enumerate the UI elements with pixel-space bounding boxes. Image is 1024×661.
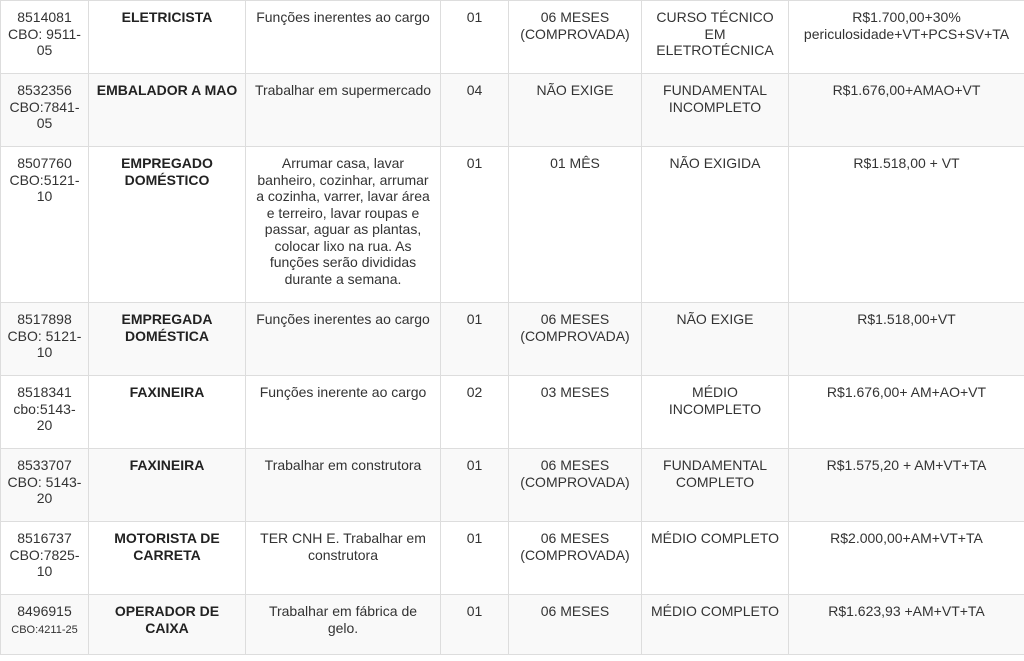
cbo-code: cbo:5143-20 [13,400,76,433]
job-activities: Trabalhar em supermercado [246,74,441,147]
job-experience: NÃO EXIGE [509,74,642,147]
job-salary: R$1.676,00+ AM+AO+VT [789,376,1024,449]
job-vacancies: 02 [441,376,509,449]
job-education: NÃO EXIGE [642,303,789,376]
job-code-cell [1,595,89,655]
job-code-cell [1,303,89,376]
table-row [1,522,1024,595]
cbo-code: CBO: 5143-20 [7,473,82,506]
job-education: MÉDIO INCOMPLETO [642,376,789,449]
job-education: NÃO EXIGIDA [642,147,789,303]
job-salary: R$1.700,00+30% periculosidade+VT+PCS+SV+TA [789,1,1024,74]
job-code-cell [1,1,89,74]
job-code-cell [1,522,89,595]
job-salary: R$1.518,00 + VT [789,147,1024,303]
job-education: MÉDIO COMPLETO [642,595,789,655]
job-title: FAXINEIRA [89,376,246,449]
job-salary: R$1.676,00+AMAO+VT [789,74,1024,147]
job-title: EMPREGADO DOMÉSTICO [89,147,246,303]
job-code: 8507760 [17,155,72,171]
job-title: EMBALADOR A MAO [89,74,246,147]
job-experience: 01 MÊS [509,147,642,303]
job-experience: 06 MESES [509,595,642,655]
job-title: ELETRICISTA [89,1,246,74]
job-code: 8533707 [17,457,72,473]
job-code-cell [1,147,89,303]
job-activities: Trabalhar em construtora [246,449,441,522]
job-vacancies: 01 [441,595,509,655]
cbo-code: CBO: 5121-10 [7,327,82,360]
job-salary: R$1.575,20 + AM+VT+TA [789,449,1024,522]
job-experience: 03 MESES [509,376,642,449]
job-education: MÉDIO COMPLETO [642,522,789,595]
table-row [1,74,1024,147]
job-education: CURSO TÉCNICO EM ELETROTÉCNICA [642,1,789,74]
job-code: 8517898 [17,311,72,327]
job-title: OPERADOR DE CAIXA [89,595,246,655]
job-activities: TER CNH E. Trabalhar em construtora [246,522,441,595]
job-code: 8518341 [17,384,72,400]
job-activities: Arrumar casa, lavar banheiro, cozinhar, arrumar a cozinha, varrer, lavar área e terreiro, lavar roupas e passar, aguar as plantas, colocar lixo na rua. As funções serão divididas durante a semana. [246,147,441,303]
job-code: 8532356 [17,82,72,98]
job-vacancies: 01 [441,449,509,522]
job-activities: Funções inerentes ao cargo [246,303,441,376]
table-row [1,595,1024,655]
cbo-code: CBO:5121-10 [9,171,80,204]
cbo-code: CBO: 9511-05 [8,25,81,58]
job-code: 8496915 [17,603,72,619]
cbo-code: CBO:4211-25 [11,623,78,636]
cbo-code: CBO:7841-05 [9,98,80,131]
job-activities: Trabalhar em fábrica de gelo. [246,595,441,655]
table-row [1,147,1024,303]
job-experience: 06 MESES (COMPROVADA) [509,449,642,522]
table-row [1,303,1024,376]
job-code-cell [1,376,89,449]
job-experience: 06 MESES (COMPROVADA) [509,522,642,595]
cbo-code: CBO:7825-10 [9,546,80,579]
job-activities: Funções inerente ao cargo [246,376,441,449]
job-salary: R$2.000,00+AM+VT+TA [789,522,1024,595]
job-vacancies: 01 [441,147,509,303]
job-title: FAXINEIRA [89,449,246,522]
job-title: EMPREGADA DOMÉSTICA [89,303,246,376]
table-row [1,449,1024,522]
job-activities: Funções inerentes ao cargo [246,1,441,74]
job-code-cell [1,449,89,522]
job-education: FUNDAMENTAL COMPLETO [642,449,789,522]
job-vacancies: 01 [441,1,509,74]
table-row [1,1,1024,74]
table-row [1,376,1024,449]
job-vacancies: 01 [441,522,509,595]
job-code: 8514081 [17,9,72,25]
job-education: FUNDAMENTAL INCOMPLETO [642,74,789,147]
job-vacancies: 04 [441,74,509,147]
job-salary: R$1.518,00+VT [789,303,1024,376]
job-salary: R$1.623,93 +AM+VT+TA [789,595,1024,655]
job-experience: 06 MESES (COMPROVADA) [509,1,642,74]
job-code-cell [1,74,89,147]
job-title: MOTORISTA DE CARRETA [89,522,246,595]
job-code: 8516737 [17,530,72,546]
job-experience: 06 MESES (COMPROVADA) [509,303,642,376]
job-vacancies: 01 [441,303,509,376]
